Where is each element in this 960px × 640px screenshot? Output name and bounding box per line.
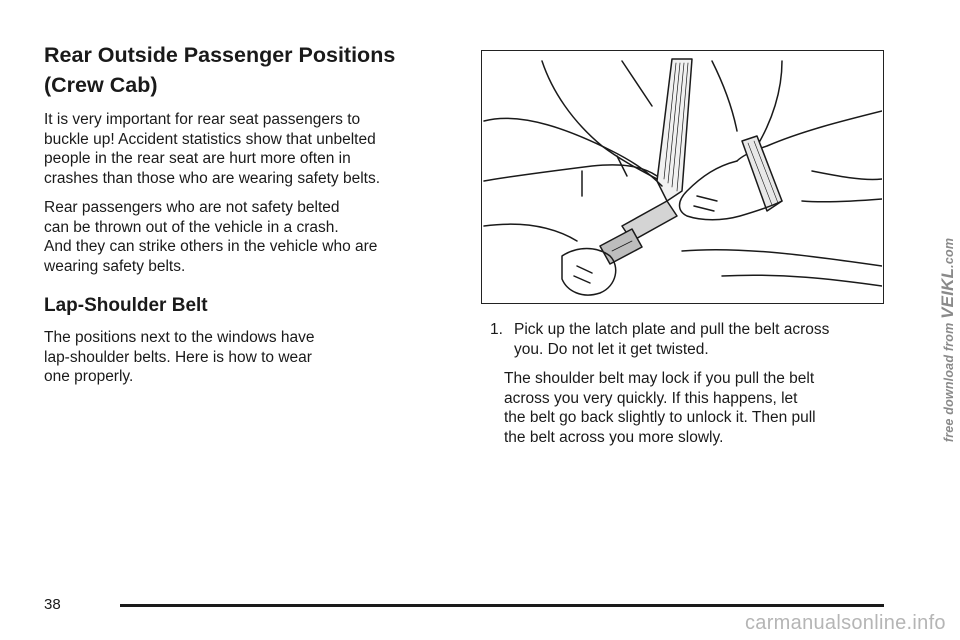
subsection-title: Lap-Shoulder Belt — [44, 295, 208, 316]
step-1-note — [504, 369, 890, 447]
section-title — [44, 40, 444, 100]
thigh-outline — [682, 250, 882, 266]
step-number: 1. — [490, 321, 503, 338]
text-line: can be thrown out of the vehicle in a crash. — [44, 218, 339, 236]
shirt-fold — [622, 61, 652, 106]
sleeve-cuff — [742, 136, 782, 211]
text-line: Pick up the latch plate and pull the belt across — [514, 321, 830, 338]
section-title-line-2: (Crew Cab) — [44, 73, 158, 97]
seatbelt-illustration-drawing — [482, 51, 882, 302]
shirt-fold — [712, 61, 737, 131]
seat-back-line — [802, 199, 882, 202]
text-line: lap-shoulder belts. Here is how to wear — [44, 348, 312, 366]
text-line: buckle up! Accident statistics show that unbelted — [44, 130, 376, 148]
seat-back-line — [812, 171, 882, 179]
watermark-brand: VEIKL — [938, 267, 957, 319]
watermark-prefix: free download from — [942, 322, 956, 443]
watermark-suffix: .com — [942, 237, 956, 268]
right-column — [490, 320, 890, 447]
knuckle-lines — [574, 266, 592, 283]
watermark-text — [938, 238, 958, 442]
footer-rule — [120, 604, 884, 607]
text-line: the belt go back slightly to unlock it. Then pull — [504, 409, 816, 426]
left-arm-outline — [484, 118, 662, 186]
text-line: the belt across you more slowly. — [504, 428, 724, 446]
step-1 — [490, 320, 890, 359]
text-line: wearing safety belts. — [44, 257, 186, 275]
text-line: And they can strike others in the vehicle who are — [44, 238, 378, 255]
step-text — [514, 320, 890, 359]
sleeve-crease — [582, 156, 627, 196]
left-column — [44, 40, 444, 387]
lap-outline — [484, 224, 577, 241]
shirt-fold — [757, 61, 782, 146]
section-title-line-1: Rear Outside Passenger Positions — [44, 43, 396, 67]
thigh-lower — [722, 275, 882, 286]
subsection-paragraph — [44, 328, 444, 387]
page-number: 38 — [44, 596, 61, 613]
left-arm-lower — [484, 165, 657, 181]
text-line: across you very quickly. If this happens, let — [504, 389, 798, 407]
warning-paragraph — [44, 198, 444, 276]
text-line: The shoulder belt may lock if you pull the belt — [504, 370, 815, 387]
seatbelt-illustration — [481, 50, 884, 304]
text-line: one properly. — [44, 368, 134, 385]
text-line: The positions next to the windows have — [44, 329, 315, 346]
text-line: It is very important for rear seat passengers to — [44, 111, 361, 128]
intro-paragraph — [44, 110, 444, 188]
text-line: crashes than those who are wearing safety belts. — [44, 169, 381, 187]
text-line: Rear passengers who are not safety belted — [44, 199, 340, 216]
finger-lines — [694, 196, 717, 211]
text-line: people in the rear seat are hurt more often in — [44, 150, 351, 167]
text-line: you. Do not let it get twisted. — [514, 340, 709, 358]
site-watermark: carmanualsonline.info — [745, 612, 946, 634]
torso-outline — [542, 61, 657, 179]
